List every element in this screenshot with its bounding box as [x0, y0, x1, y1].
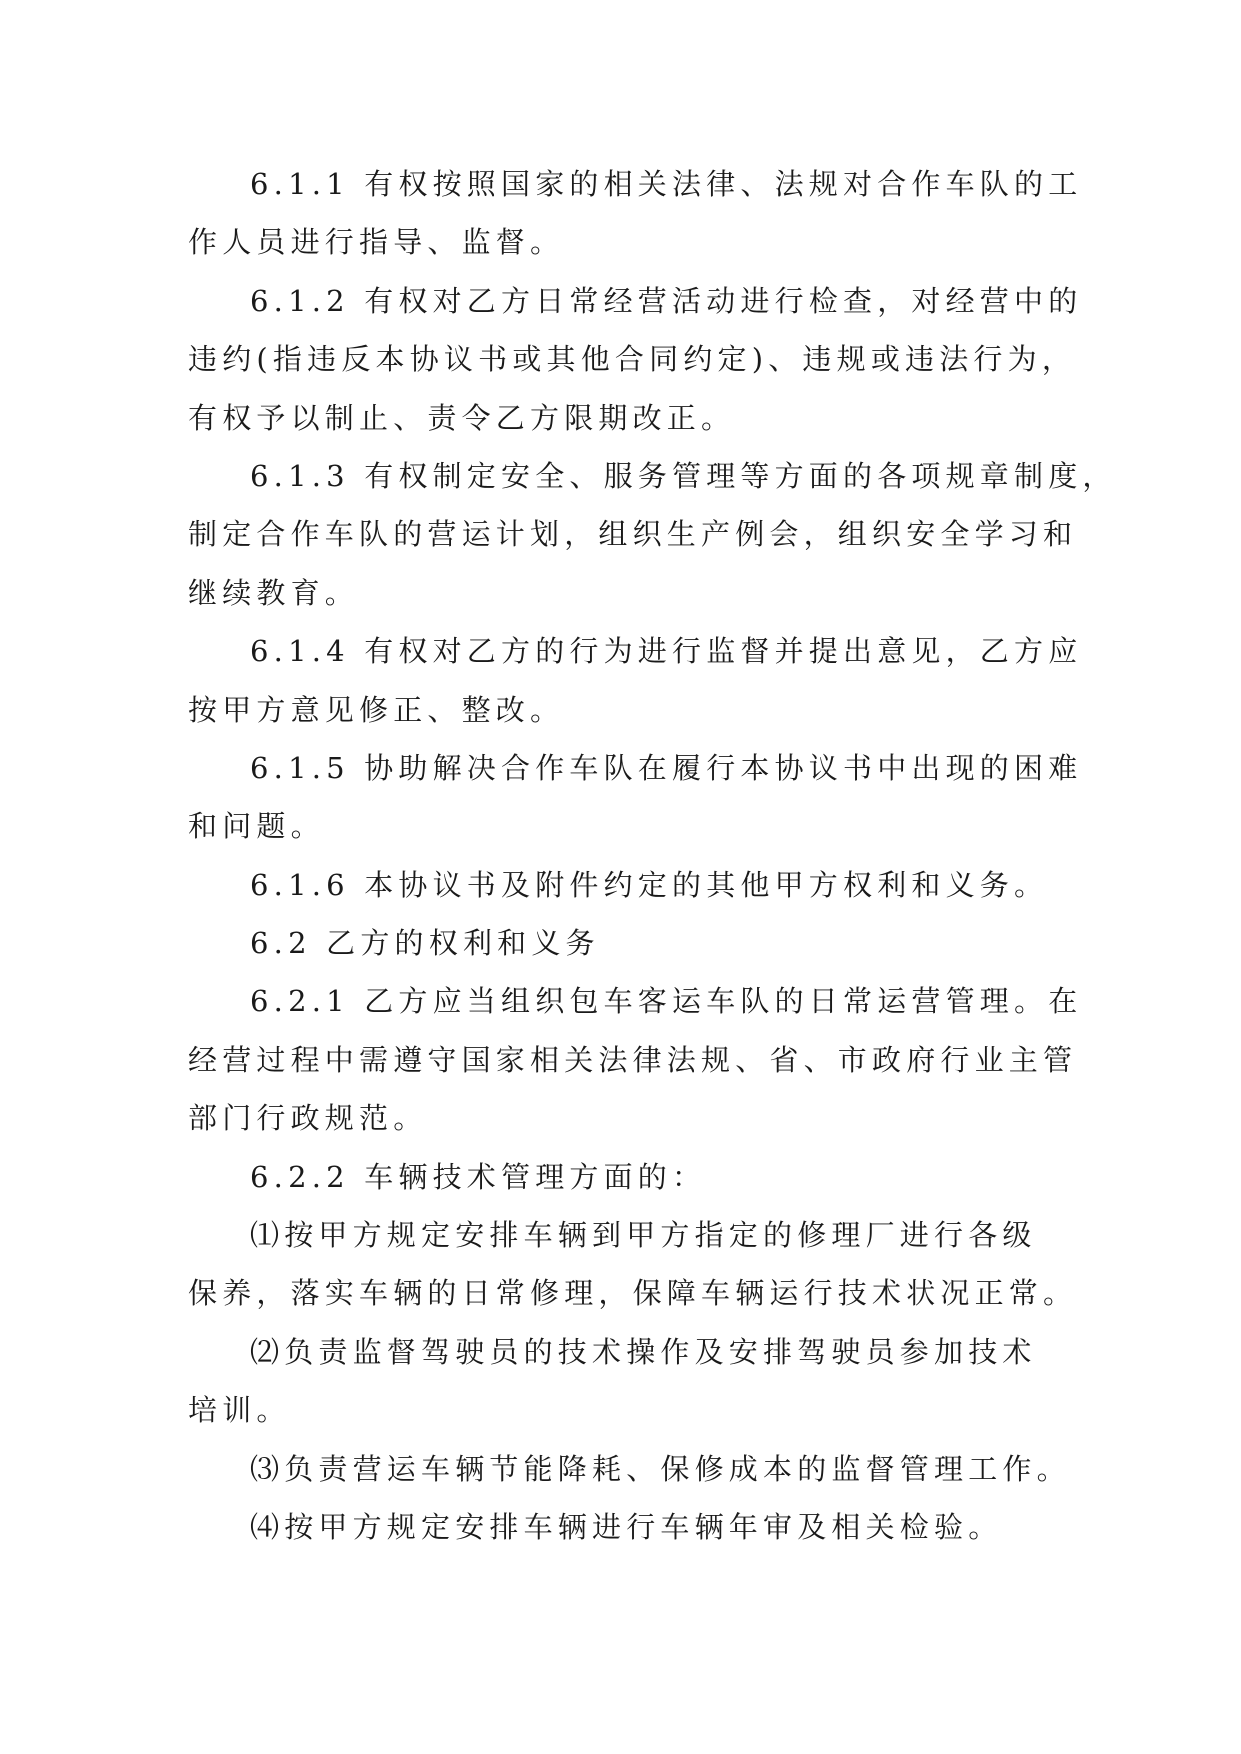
clause-6-1-3-line-1: 6.1.3 有权制定安全、服务管理等方面的各项规章制度， — [250, 459, 1117, 493]
clause-6-1-3-line-3: 继续教育。 — [188, 576, 360, 610]
item-1-line-2: 保养，落实车辆的日常修理，保障车辆运行技术状况正常。 — [188, 1276, 1078, 1310]
clause-6-1-1-line-1: 6.1.1 有权按照国家的相关法律、法规对合作车队的工 — [250, 167, 1083, 201]
clause-6-2-1-line-2: 经营过程中需遵守国家相关法律法规、省、市政府行业主管 — [188, 1043, 1078, 1077]
clause-6-1-4-line-2: 按甲方意见修正、整改。 — [188, 693, 565, 727]
clause-6-1-5-line-2: 和问题。 — [188, 809, 325, 843]
clause-6-1-4-line-1: 6.1.4 有权对乙方的行为进行监督并提出意见，乙方应 — [250, 634, 1083, 668]
section-6-2-heading: 6.2 乙方的权利和义务 — [250, 926, 600, 960]
item-2-line-2: 培训。 — [188, 1393, 291, 1427]
item-2-line-1: ⑵负责监督驾驶员的技术操作及安排驾驶员参加技术 — [250, 1335, 1037, 1369]
clause-6-2-2: 6.2.2 车辆技术管理方面的： — [250, 1160, 707, 1194]
clause-6-1-2-line-1: 6.1.2 有权对乙方日常经营活动进行检查，对经营中的 — [250, 284, 1083, 318]
clause-6-1-3-line-2: 制定合作车队的营运计划，组织生产例会，组织安全学习和 — [188, 517, 1078, 551]
item-4: ⑷按甲方规定安排车辆进行车辆年审及相关检验。 — [250, 1510, 1003, 1544]
clause-6-1-2-line-2: 违约(指违反本协议书或其他合同约定)、违规或违法行为， — [188, 342, 1077, 376]
clause-6-1-5-line-1: 6.1.5 协助解决合作车队在履行本协议书中出现的困难 — [250, 751, 1083, 785]
clause-6-1-1-line-2: 作人员进行指导、监督。 — [188, 225, 565, 259]
clause-6-2-1-line-1: 6.2.1 乙方应当组织包车客运车队的日常运营管理。在 — [250, 984, 1083, 1018]
item-3: ⑶负责营运车辆节能降耗、保修成本的监督管理工作。 — [250, 1452, 1071, 1486]
clause-6-2-1-line-3: 部门行政规范。 — [188, 1101, 428, 1135]
clause-6-1-6: 6.1.6 本协议书及附件约定的其他甲方权利和义务。 — [250, 868, 1049, 902]
item-1-line-1: ⑴按甲方规定安排车辆到甲方指定的修理厂进行各级 — [250, 1218, 1037, 1252]
clause-6-1-2-line-3: 有权予以制止、责令乙方限期改正。 — [188, 401, 736, 435]
